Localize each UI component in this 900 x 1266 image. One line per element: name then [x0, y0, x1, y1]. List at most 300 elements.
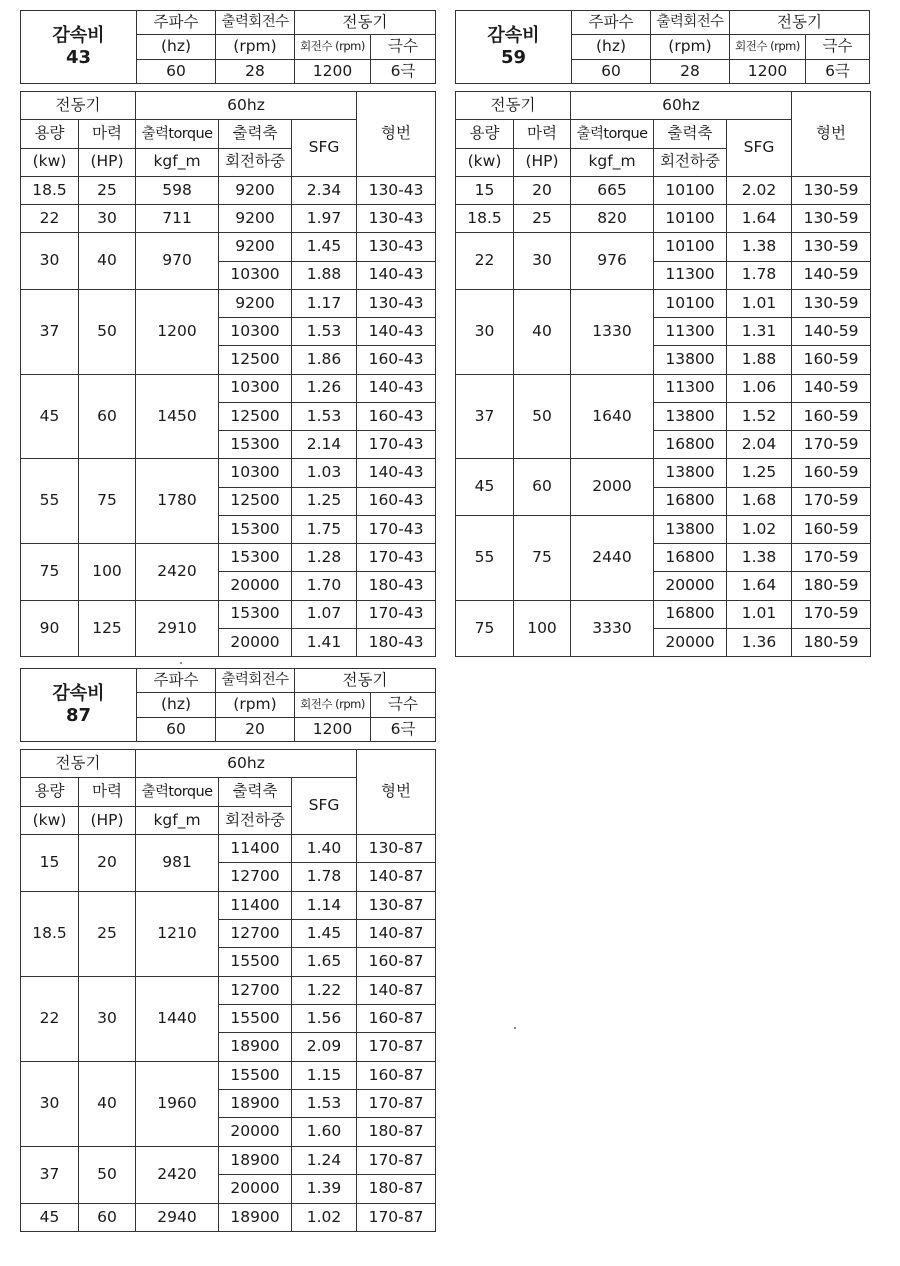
model-number: 130-43: [357, 205, 436, 233]
power-hp: 25: [514, 205, 571, 233]
shaft-unit: 회전하중: [219, 806, 292, 834]
sfg-value: 1.70: [292, 572, 357, 600]
out-speed-label: 출력회전수: [216, 11, 295, 35]
output-torque: 1330: [571, 289, 654, 374]
model-number: 170-87: [357, 1146, 436, 1174]
poles-label: 극수: [806, 35, 870, 59]
shaft-label: 출력축: [654, 120, 727, 148]
sfg-value: 1.78: [727, 261, 792, 289]
table-row: [21, 544, 436, 572]
power-hp: 125: [79, 600, 136, 657]
power-hp: 40: [79, 233, 136, 290]
power-hp: 20: [79, 835, 136, 892]
capacity-kw: 22: [456, 233, 514, 290]
freq-label: 주파수: [137, 669, 216, 693]
shaft-load: 12500: [219, 487, 292, 515]
power-label: 마력: [514, 120, 571, 148]
torque-unit: kgf_m: [136, 148, 219, 176]
model-number: 140-43: [357, 459, 436, 487]
shaft-load: 15500: [219, 1005, 292, 1033]
model-number: 140-43: [357, 374, 436, 402]
sfg-label: SFG: [292, 778, 357, 835]
sfg-label: SFG: [727, 120, 792, 177]
sfg-value: 1.97: [292, 205, 357, 233]
model-number: 140-59: [792, 261, 871, 289]
scan-speck: [514, 1027, 516, 1029]
sfg-value: 1.41: [292, 628, 357, 656]
power-hp: 60: [79, 374, 136, 459]
capacity-label: 용량: [456, 120, 514, 148]
freq-label: 주파수: [137, 11, 216, 35]
table-row: [21, 176, 436, 204]
power-hp: 75: [79, 459, 136, 544]
table-header-row: [21, 92, 436, 120]
sfg-value: 1.40: [292, 835, 357, 863]
table-row: [21, 289, 436, 317]
sfg-value: 1.25: [727, 459, 792, 487]
table-row: [21, 1203, 436, 1232]
capacity-label: 용량: [21, 120, 79, 148]
capacity-kw: 22: [21, 205, 79, 233]
power-hp: 60: [79, 1203, 136, 1232]
sfg-value: 2.02: [727, 176, 792, 204]
freq-unit: (hz): [137, 693, 216, 717]
model-number: 140-87: [357, 863, 436, 891]
freq-label: 주파수: [572, 11, 651, 35]
capacity-kw: 45: [456, 459, 514, 516]
sfg-value: 1.65: [292, 948, 357, 976]
sfg-value: 1.64: [727, 205, 792, 233]
shaft-load: 20000: [654, 628, 727, 656]
power-label: 마력: [79, 120, 136, 148]
shaft-load: 11300: [654, 374, 727, 402]
sfg-value: 2.04: [727, 431, 792, 459]
table-row: [456, 289, 871, 317]
table-row: [21, 600, 436, 628]
model-number: 160-87: [357, 1005, 436, 1033]
shaft-load: 16800: [654, 487, 727, 515]
sfg-value: 1.22: [292, 976, 357, 1004]
power-hp: 50: [79, 289, 136, 374]
model-number: 170-59: [792, 600, 871, 628]
shaft-load: 20000: [654, 572, 727, 600]
torque-label: 출력torque: [136, 778, 219, 806]
table-row: [21, 835, 436, 863]
table-row: [21, 459, 436, 487]
sfg-value: 1.39: [292, 1175, 357, 1203]
sfg-value: 1.78: [292, 863, 357, 891]
table-row: [21, 891, 436, 919]
model-number: 170-43: [357, 515, 436, 543]
shaft-load: 15500: [219, 948, 292, 976]
model-number: 170-59: [792, 544, 871, 572]
shaft-load: 9200: [219, 233, 292, 261]
poles-value: 6극: [371, 59, 436, 83]
output-torque: 2000: [571, 459, 654, 516]
torque-unit: kgf_m: [571, 148, 654, 176]
sfg-value: 1.02: [292, 1203, 357, 1232]
shaft-load: 15300: [219, 431, 292, 459]
torque-label: 출력torque: [571, 120, 654, 148]
sfg-value: 1.88: [292, 261, 357, 289]
model-number: 170-87: [357, 1090, 436, 1118]
freq-value: 60: [572, 59, 651, 83]
sfg-value: 1.45: [292, 920, 357, 948]
poles-value: 6극: [371, 717, 436, 741]
sfg-value: 1.14: [292, 891, 357, 919]
model-number: 140-87: [357, 920, 436, 948]
shaft-label: 출력축: [219, 778, 292, 806]
capacity-unit: (kw): [21, 148, 79, 176]
sfg-value: 1.53: [292, 318, 357, 346]
sfg-value: 1.24: [292, 1146, 357, 1174]
power-unit: (HP): [514, 148, 571, 176]
capacity-kw: 15: [21, 835, 79, 892]
motor-rpm-value: 1200: [295, 59, 371, 83]
shaft-load: 15300: [219, 515, 292, 543]
motor-label: 전동기: [295, 11, 436, 35]
model-number: 130-59: [792, 289, 871, 317]
sfg-value: 1.02: [727, 515, 792, 543]
model-number: 160-43: [357, 346, 436, 374]
model-number: 130-87: [357, 835, 436, 863]
model-number: 180-43: [357, 628, 436, 656]
capacity-kw: 45: [21, 1203, 79, 1232]
capacity-kw: 30: [21, 1061, 79, 1146]
motor-label: 전동기: [21, 92, 136, 120]
model-number: 170-87: [357, 1033, 436, 1061]
motor-label: 전동기: [456, 92, 571, 120]
shaft-load: 12500: [219, 346, 292, 374]
shaft-load: 20000: [219, 1118, 292, 1146]
shaft-load: 18900: [219, 1090, 292, 1118]
freq-unit: (hz): [137, 35, 216, 59]
ratio-title-label: 감속비: [52, 683, 105, 705]
power-hp: 100: [514, 600, 571, 657]
model-number: 130-59: [792, 176, 871, 204]
capacity-kw: 22: [21, 976, 79, 1061]
shaft-load: 11300: [654, 318, 727, 346]
shaft-load: 10100: [654, 176, 727, 204]
sfg-value: 1.26: [292, 374, 357, 402]
motor-rpm-value: 1200: [295, 717, 371, 741]
shaft-load: 13800: [654, 346, 727, 374]
power-hp: 30: [79, 976, 136, 1061]
shaft-load: 11400: [219, 891, 292, 919]
output-torque: 970: [136, 233, 219, 290]
ratio-value: 87: [65, 705, 92, 726]
capacity-kw: 30: [21, 233, 79, 290]
shaft-label: 출력축: [219, 120, 292, 148]
model-number: 160-59: [792, 402, 871, 430]
capacity-kw: 55: [21, 459, 79, 544]
power-unit: (HP): [79, 148, 136, 176]
model-number: 160-87: [357, 948, 436, 976]
motor-rpm-label: 회전수 (rpm): [295, 35, 371, 59]
sfg-value: 2.14: [292, 431, 357, 459]
shaft-load: 15300: [219, 600, 292, 628]
model-number: 130-59: [792, 205, 871, 233]
model-number: 170-43: [357, 431, 436, 459]
ratio-title-label: 감속비: [52, 25, 105, 47]
capacity-label: 용량: [21, 778, 79, 806]
shaft-load: 16800: [654, 600, 727, 628]
model-number: 170-59: [792, 431, 871, 459]
power-hp: 30: [514, 233, 571, 290]
shaft-load: 11400: [219, 835, 292, 863]
motor-rpm-value: 1200: [730, 59, 806, 83]
shaft-load: 13800: [654, 459, 727, 487]
output-torque: 598: [136, 176, 219, 204]
ratio-59-header-table: [455, 10, 870, 84]
output-torque: 2420: [136, 544, 219, 601]
power-hp: 50: [514, 374, 571, 459]
sfg-value: 1.01: [727, 289, 792, 317]
shaft-load: 20000: [219, 572, 292, 600]
model-label: 형번: [357, 750, 436, 835]
shaft-load: 13800: [654, 402, 727, 430]
output-torque: 2440: [571, 515, 654, 600]
output-torque: 1780: [136, 459, 219, 544]
output-torque: 1450: [136, 374, 219, 459]
capacity-kw: 18.5: [21, 891, 79, 976]
model-number: 180-87: [357, 1175, 436, 1203]
freq-value: 60: [137, 59, 216, 83]
out-speed-unit: (rpm): [651, 35, 730, 59]
motor-label: 전동기: [730, 11, 870, 35]
sfg-value: 1.52: [727, 402, 792, 430]
out-speed-unit: (rpm): [216, 35, 295, 59]
output-torque: 1960: [136, 1061, 219, 1146]
model-number: 130-43: [357, 289, 436, 317]
sfg-value: 1.38: [727, 544, 792, 572]
model-number: 180-87: [357, 1118, 436, 1146]
motor-label: 전동기: [21, 750, 136, 778]
sfg-value: 1.17: [292, 289, 357, 317]
model-number: 140-43: [357, 261, 436, 289]
output-torque: 1640: [571, 374, 654, 459]
shaft-load: 12700: [219, 863, 292, 891]
model-number: 160-87: [357, 1061, 436, 1089]
table-row: [21, 976, 436, 1004]
capacity-kw: 37: [21, 1146, 79, 1203]
shaft-load: 16800: [654, 544, 727, 572]
shaft-load: 20000: [219, 628, 292, 656]
power-label: 마력: [79, 778, 136, 806]
sfg-label: SFG: [292, 120, 357, 177]
model-number: 160-43: [357, 487, 436, 515]
ratio-59-data-table: [455, 91, 871, 657]
model-number: 170-43: [357, 600, 436, 628]
torque-unit: kgf_m: [136, 806, 219, 834]
capacity-kw: 37: [456, 374, 514, 459]
motor-label: 전동기: [295, 669, 436, 693]
shaft-load: 13800: [654, 515, 727, 543]
shaft-load: 18900: [219, 1033, 292, 1061]
poles-label: 극수: [371, 35, 436, 59]
sfg-value: 1.15: [292, 1061, 357, 1089]
model-number: 160-59: [792, 459, 871, 487]
capacity-kw: 75: [21, 544, 79, 601]
sfg-value: 1.64: [727, 572, 792, 600]
model-number: 130-87: [357, 891, 436, 919]
shaft-unit: 회전하중: [219, 148, 292, 176]
ratio-title-cell: [456, 11, 572, 84]
output-torque: 665: [571, 176, 654, 204]
table-row: [456, 233, 871, 261]
table-row: [456, 205, 871, 233]
model-number: 160-59: [792, 515, 871, 543]
sfg-value: 2.09: [292, 1033, 357, 1061]
model-number: 180-59: [792, 572, 871, 600]
power-hp: 75: [514, 515, 571, 600]
output-torque: 2420: [136, 1146, 219, 1203]
table-row: [21, 205, 436, 233]
model-number: 180-59: [792, 628, 871, 656]
capacity-kw: 18.5: [21, 176, 79, 204]
shaft-load: 12700: [219, 920, 292, 948]
capacity-kw: 18.5: [456, 205, 514, 233]
output-torque: 3330: [571, 600, 654, 657]
poles-label: 극수: [371, 693, 436, 717]
freq-unit: (hz): [572, 35, 651, 59]
table-row: [456, 515, 871, 543]
shaft-load: 9200: [219, 176, 292, 204]
shaft-load: 10100: [654, 289, 727, 317]
shaft-load: 10300: [219, 374, 292, 402]
shaft-load: 11300: [654, 261, 727, 289]
ratio-title-cell: [21, 11, 137, 84]
model-number: 170-59: [792, 487, 871, 515]
table-row: [21, 374, 436, 402]
shaft-load: 10300: [219, 261, 292, 289]
power-hp: 60: [514, 459, 571, 516]
out-rpm-value: 28: [216, 59, 295, 83]
ratio-43-header-table: [20, 10, 436, 84]
model-number: 140-59: [792, 374, 871, 402]
sfg-value: 1.75: [292, 515, 357, 543]
model-number: 170-87: [357, 1203, 436, 1232]
sfg-value: 1.31: [727, 318, 792, 346]
ratio-title-label: 감속비: [487, 25, 540, 47]
sfg-value: 1.03: [292, 459, 357, 487]
capacity-kw: 45: [21, 374, 79, 459]
table-header-row: [456, 92, 871, 120]
output-torque: 976: [571, 233, 654, 290]
out-rpm-value: 28: [651, 59, 730, 83]
shaft-load: 10300: [219, 318, 292, 346]
output-torque: 1200: [136, 289, 219, 374]
shaft-load: 15300: [219, 544, 292, 572]
hz60-label: 60hz: [136, 92, 357, 120]
ratio-87-data-table: [20, 749, 436, 1232]
sfg-value: 1.53: [292, 402, 357, 430]
model-number: 140-43: [357, 318, 436, 346]
power-hp: 20: [514, 176, 571, 204]
shaft-load: 18900: [219, 1146, 292, 1174]
output-torque: 1210: [136, 891, 219, 976]
sfg-value: 1.56: [292, 1005, 357, 1033]
shaft-load: 16800: [654, 431, 727, 459]
motor-rpm-label: 회전수 (rpm): [730, 35, 806, 59]
sfg-value: 1.45: [292, 233, 357, 261]
model-label: 형번: [357, 92, 436, 177]
ratio-87-header-table: [20, 668, 436, 742]
shaft-load: 18900: [219, 1203, 292, 1232]
ratio-43-data-table: [20, 91, 436, 657]
model-number: 130-43: [357, 233, 436, 261]
freq-value: 60: [137, 717, 216, 741]
poles-value: 6극: [806, 59, 870, 83]
capacity-kw: 90: [21, 600, 79, 657]
ratio-value: 43: [65, 47, 92, 68]
table-header-row: [21, 750, 436, 778]
capacity-kw: 15: [456, 176, 514, 204]
sfg-value: 2.34: [292, 176, 357, 204]
sfg-value: 1.53: [292, 1090, 357, 1118]
sfg-value: 1.28: [292, 544, 357, 572]
scan-speck: [180, 662, 182, 664]
model-number: 130-43: [357, 176, 436, 204]
hz60-label: 60hz: [136, 750, 357, 778]
power-hp: 25: [79, 891, 136, 976]
out-speed-unit: (rpm): [216, 693, 295, 717]
shaft-load: 9200: [219, 205, 292, 233]
shaft-load: 20000: [219, 1175, 292, 1203]
output-torque: 981: [136, 835, 219, 892]
sfg-value: 1.25: [292, 487, 357, 515]
ratio-value: 59: [500, 47, 527, 68]
sfg-value: 1.01: [727, 600, 792, 628]
shaft-load: 12500: [219, 402, 292, 430]
output-torque: 2940: [136, 1203, 219, 1232]
table-row: [21, 1061, 436, 1089]
shaft-load: 10100: [654, 233, 727, 261]
motor-rpm-label: 회전수 (rpm): [295, 693, 371, 717]
sfg-value: 1.36: [727, 628, 792, 656]
power-hp: 50: [79, 1146, 136, 1203]
shaft-load: 15500: [219, 1061, 292, 1089]
shaft-load: 10300: [219, 459, 292, 487]
capacity-kw: 30: [456, 289, 514, 374]
out-rpm-value: 20: [216, 717, 295, 741]
sfg-value: 1.38: [727, 233, 792, 261]
table-row: [21, 233, 436, 261]
out-speed-label: 출력회전수: [651, 11, 730, 35]
shaft-load: 10100: [654, 205, 727, 233]
model-number: 180-43: [357, 572, 436, 600]
power-hp: 30: [79, 205, 136, 233]
output-torque: 711: [136, 205, 219, 233]
capacity-kw: 75: [456, 600, 514, 657]
capacity-kw: 37: [21, 289, 79, 374]
sfg-value: 1.60: [292, 1118, 357, 1146]
table-row: [456, 600, 871, 628]
model-number: 130-59: [792, 233, 871, 261]
output-torque: 820: [571, 205, 654, 233]
torque-label: 출력torque: [136, 120, 219, 148]
output-torque: 2910: [136, 600, 219, 657]
power-hp: 100: [79, 544, 136, 601]
hz60-label: 60hz: [571, 92, 792, 120]
sfg-value: 1.07: [292, 600, 357, 628]
output-torque: 1440: [136, 976, 219, 1061]
table-row: [456, 459, 871, 487]
model-number: 160-59: [792, 346, 871, 374]
model-number: 140-87: [357, 976, 436, 1004]
table-row: [456, 374, 871, 402]
out-speed-label: 출력회전수: [216, 669, 295, 693]
